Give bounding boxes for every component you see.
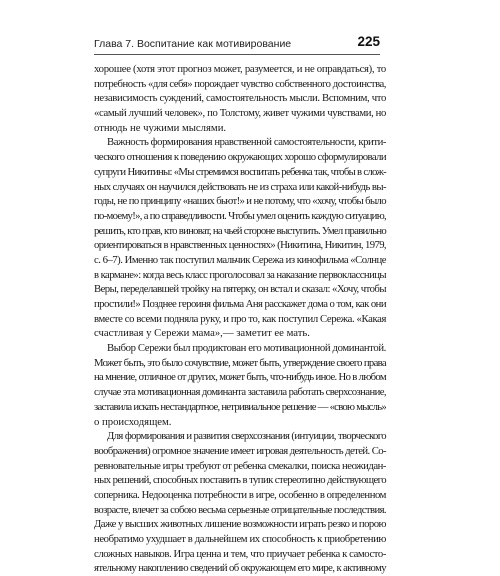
text-line: соперника. Недооценка потребности в игре, особенно в определенном <box>94 488 386 501</box>
text-line: необратимо ухудшает в дальнейшем их способность к приобретению <box>94 533 386 545</box>
text-line: ных случаях он научился действовать не из страха или какой-нибудь вы- <box>94 180 386 193</box>
text-line: ятельному накоплению сведений об окружающем его мире, к активному <box>94 562 386 575</box>
text-line: независимость суждений, самостоятельность мысли. Вспомним, что <box>94 92 386 105</box>
text-line: счастливая у Сережи мама»,— заметит ее мать. <box>94 327 310 340</box>
text-line: супруги Никитины: «Мы стремимся воспитать ребенка так, чтобы в слож- <box>94 165 386 178</box>
text-line: с. 6–7). Именно так поступил мальчик Сережа из кинофильма «Солнце <box>94 253 386 266</box>
text-line: годы, не по принципу «наших бьют!» и не потому, что «хочу, чтобы было <box>94 195 386 208</box>
text-line: потребность «для себя» порождает чувство собственного достоинства, <box>94 77 386 90</box>
text-line: хорошее (хотя этот прогноз может, разумеется, и не оправдаться), то <box>94 63 386 75</box>
text-line: ных решений, способных поставить в тупик стереотипно действующего <box>94 474 386 487</box>
text-line: случае эта мотивационная доминанта заставила работать сверхсознание, <box>94 386 386 399</box>
text-line: «самый лучший человек», по Толстому, живет чужими чувствами, но <box>94 107 386 120</box>
text-line: Даже у высших животных лишение возможности играть резко и порою <box>94 518 386 531</box>
body-text <box>94 62 386 576</box>
text-line: отнюдь не чужими мыслями. <box>94 121 227 134</box>
text-line: ревновательные игры требуют от ребенка смекалки, поиска неожидан- <box>94 459 386 472</box>
page-number: 225 <box>357 34 380 49</box>
text-line: ориентироваться в нравственных ценностях» (Никитина, Никитин, 1979, <box>94 239 386 252</box>
text-line: ческого отношения к поведению окружающих хорошо сформулировали <box>94 151 386 164</box>
text-line: Важность формирования нравственной самостоятельности, крити- <box>107 136 386 149</box>
chapter-title: Глава 7. Воспитание как мотивирование <box>94 38 292 50</box>
text-line: воображения) огромное значение имеет игровая деятельность детей. Со- <box>94 444 386 457</box>
text-line: по-моему!», а по справедливости. Чтобы умел оценить каждую ситуацию, <box>94 209 386 222</box>
text-line: Веры, переделавшей тройку на пятерку, он встал и сказал: «Хочу, чтобы <box>94 283 386 296</box>
text-line: в кармане»: когда весь класс проголосовал за наказание первоклассницы <box>94 268 386 281</box>
running-header <box>94 32 380 55</box>
text-line: о происходящем. <box>94 415 172 428</box>
text-line: на мнение, отличное от других, может быть, что-нибудь иное. Но в любом <box>94 371 386 384</box>
text-line: возрасте, влечет за собою весьма серьезные отрицательные последствия. <box>94 503 386 516</box>
text-line: заставила искать нестандартное, нетривиальное решение — «свою мысль» <box>94 400 386 413</box>
text-line: простили!» Позднее героиня фильма Аня расскажет дома о том, как они <box>94 298 386 310</box>
text-line: Выбор Сережи был продиктован его мотивационной доминантой. <box>107 342 386 355</box>
text-line: сложных навыков. Игра ценна и тем, что приучает ребенка к самосто- <box>94 547 386 560</box>
text-line: Может быть, это было сочувствие, может быть, утверждение своего права <box>94 356 387 369</box>
text-line: вместе со всеми подняла руку, и про то, как поступил Сережа. «Какая <box>94 312 386 325</box>
text-line: Для формирования и развития сверхсознания (интуиции, творческого <box>107 430 386 443</box>
text-line: решить, кто прав, кто виноват, на чьей стороне выступить. Умел правильно <box>94 224 386 237</box>
